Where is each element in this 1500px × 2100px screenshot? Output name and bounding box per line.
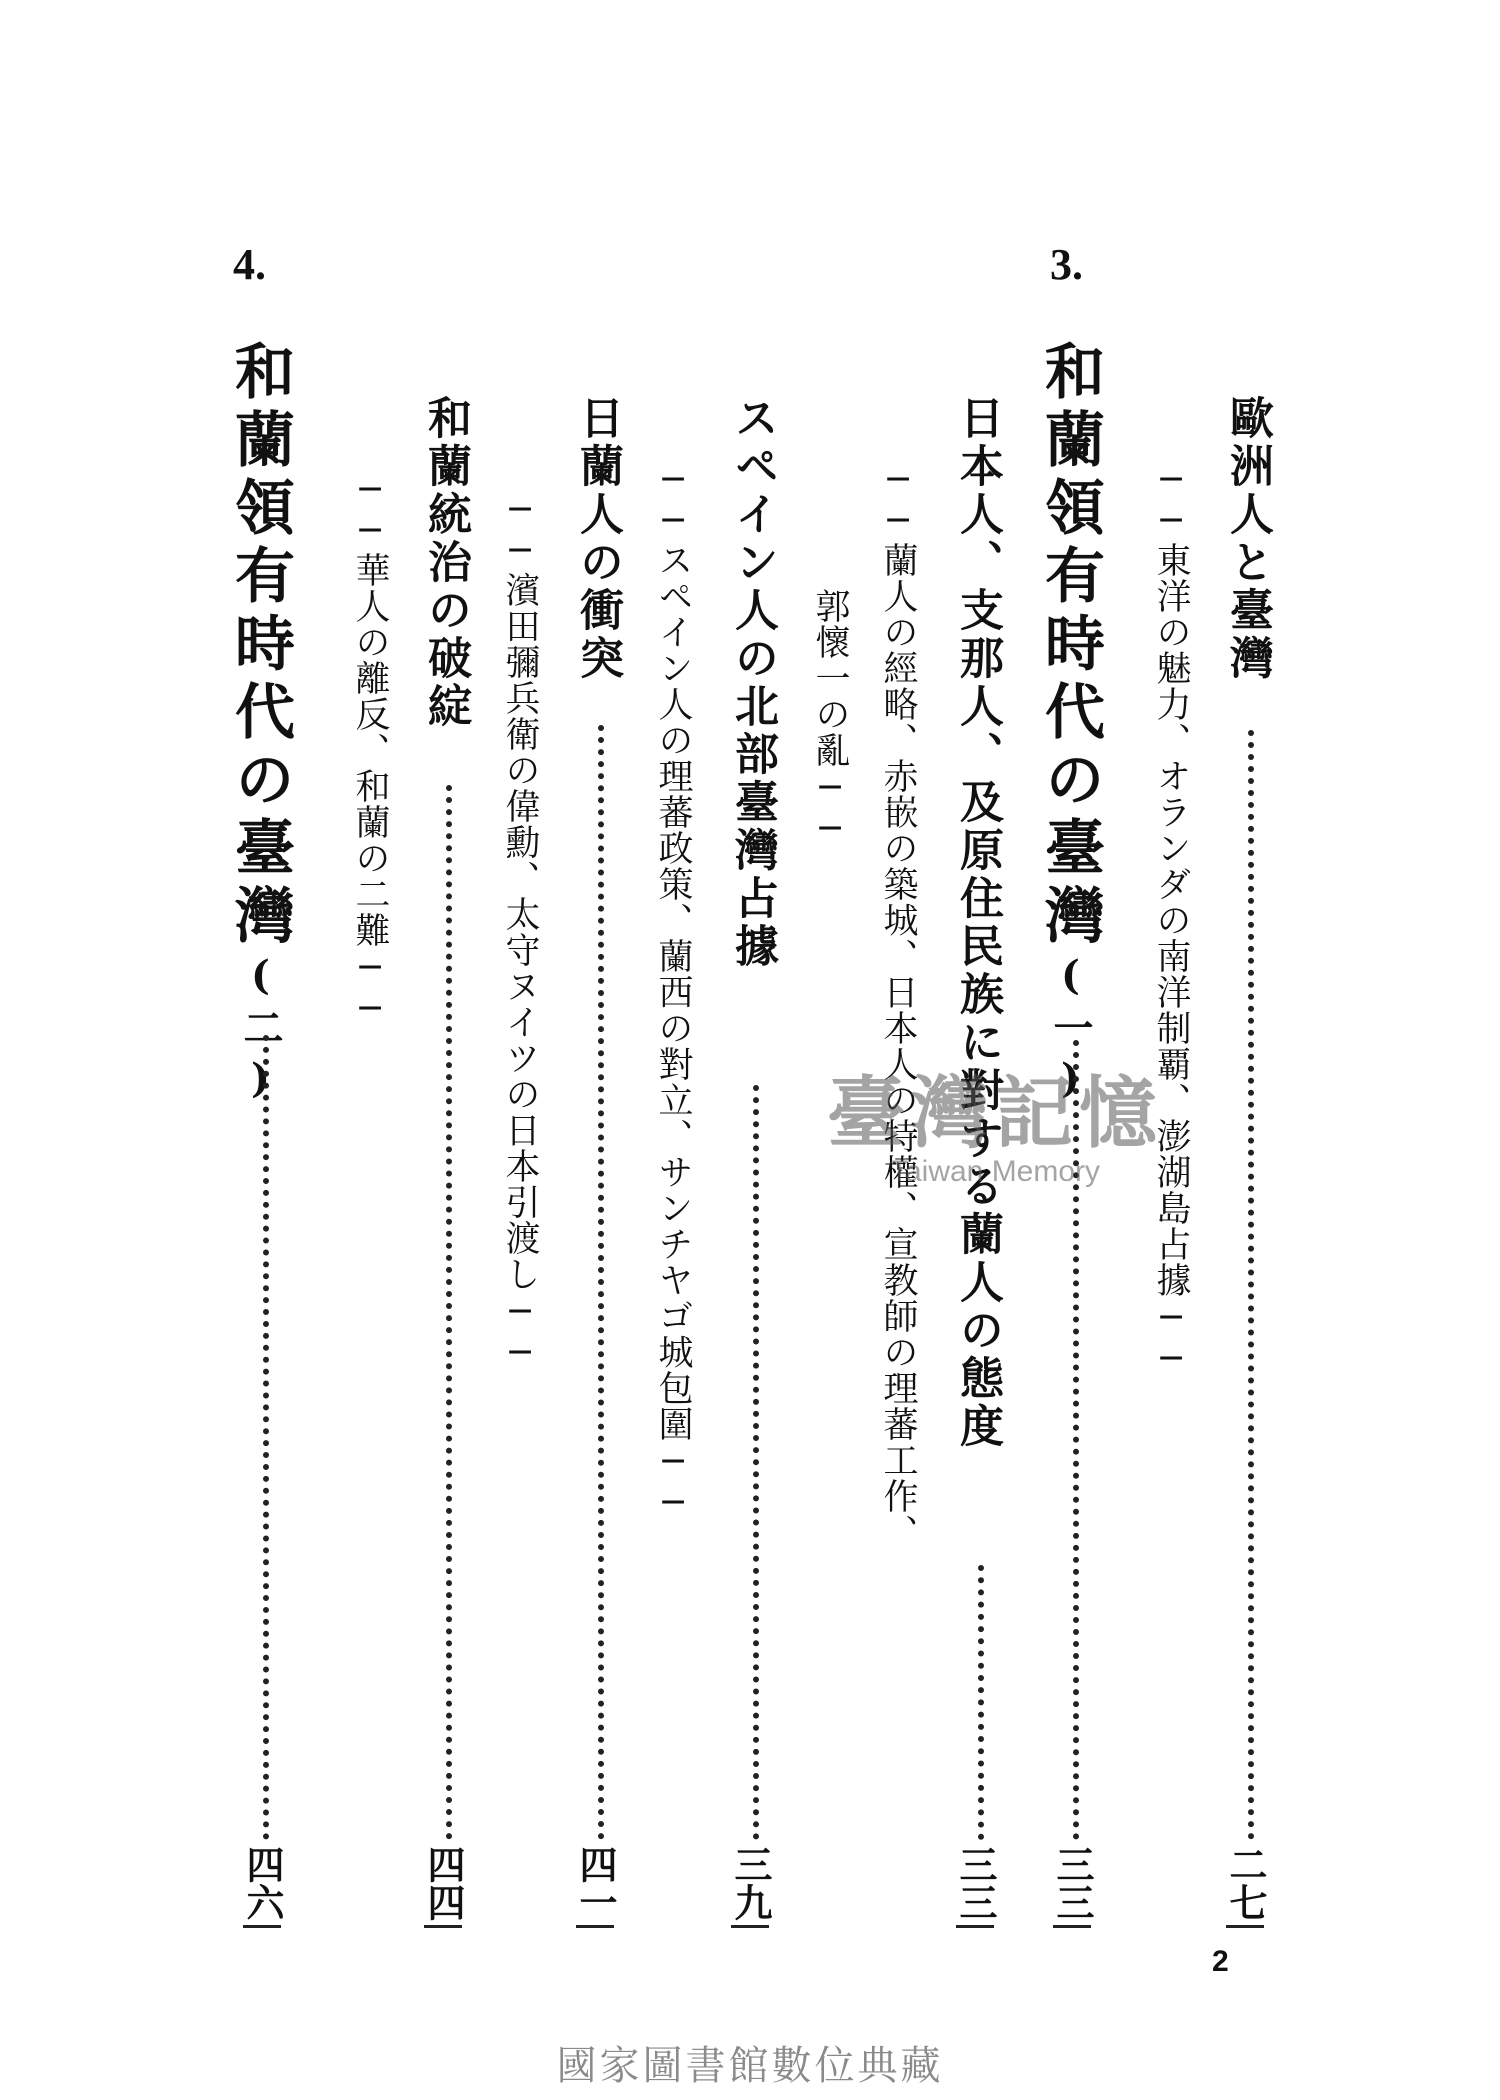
page-number: 2 [1212,1945,1229,1978]
page-ref: 三九 [731,1845,769,1928]
chapter-part: (二) [237,952,284,1110]
section-subtitle: ──東洋の魅力、オランダの南洋制覇、澎湖島占據── [1151,460,1191,1380]
chapter-3-title [1035,340,1105,1110]
leader-dots [753,1085,759,1840]
section-subtitle-continued: 郭懷一の亂── [810,588,850,850]
leader-dots [598,725,604,1840]
chapter-title-text: 和蘭領有時代の臺灣 [1035,340,1105,952]
section-subtitle: ──スペイン人の理蕃政策、蘭西の對立、サンチヤゴ城包圍── [653,460,693,1524]
page-ref: 四六 [243,1845,281,1928]
watermark-chinese: 臺灣記憶 [826,1068,1163,1159]
leader-dots [263,1035,269,1840]
section-subtitle: ──蘭人の經略、赤嵌の築城、日本人の特權、宣教師の理蕃工作、 [878,460,918,1550]
page-ref: 三三 [1053,1845,1091,1928]
page-ref: 二七 [1226,1845,1264,1928]
section-title-conflict: 日蘭人の衝突 [572,395,623,683]
leader-dots [978,1565,984,1840]
section-title-europeans: 歐洲人と臺灣 [1222,395,1273,683]
leader-dots [446,785,452,1840]
page-ref: 四四 [424,1845,462,1928]
section-title-spain: スペイン人の北部臺灣占據 [727,395,778,971]
leader-dots [1248,730,1254,1840]
section-title-collapse: 和蘭統治の破綻 [420,395,471,731]
section-title-attitude: 日本人、支那人、及原住民族に對する蘭人の態度 [952,395,1003,1451]
watermark-english: Taiwan Memory [889,1155,1101,1188]
chapter-part: (一) [1047,952,1094,1110]
section-subtitle: ──華人の離反、和蘭の二難── [350,470,390,1030]
chapter-4-title [225,340,295,1110]
chapter-title-text: 和蘭領有時代の臺灣 [225,340,295,952]
leader-dots [1073,1040,1079,1840]
page-ref: 四一 [576,1845,614,1928]
chapter-4-number: 4. [233,240,266,289]
section-subtitle: ──濱田彌兵衛の偉勳、太守ヌイツの日本引渡し── [500,490,540,1374]
chapter-3-number: 3. [1050,240,1083,289]
footer-archive-label: 國家圖書館數位典藏 [556,2043,944,2089]
page-ref: 三三 [956,1845,994,1928]
